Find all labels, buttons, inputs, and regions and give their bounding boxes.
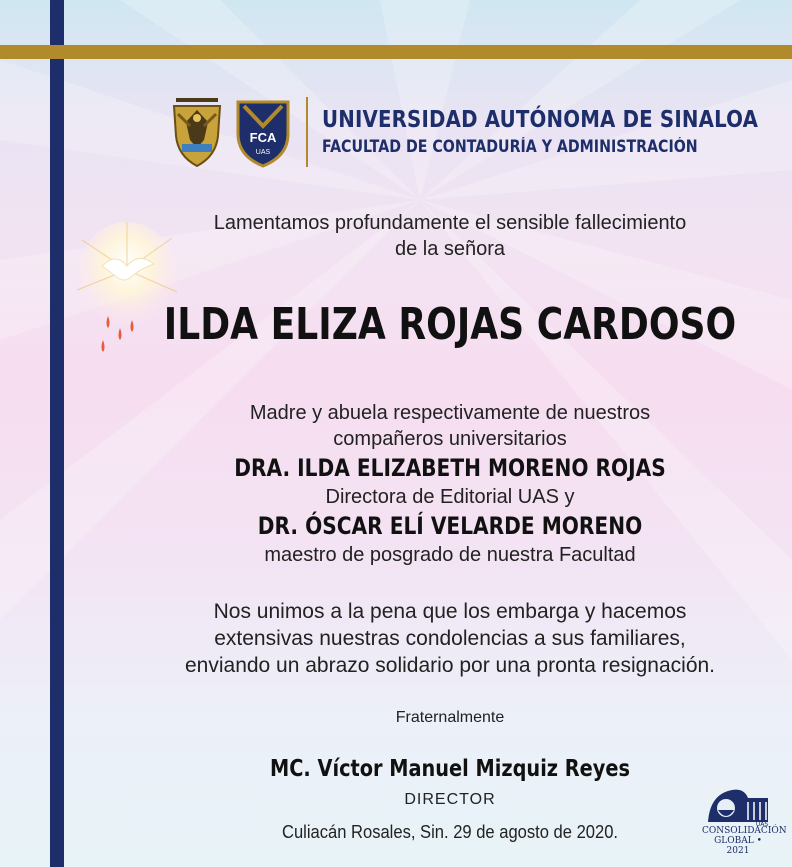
relation-block xyxy=(100,400,792,568)
university-name: UNIVERSIDAD AUTÓNOMA DE SINALOA xyxy=(322,107,759,133)
horizontal-gold-bar xyxy=(0,45,792,59)
vertical-navy-bar xyxy=(50,0,64,867)
intro-text xyxy=(100,210,792,262)
badge-line-1: CONSOLIDACIÓN xyxy=(702,826,787,836)
faculty-name: FACULTAD DE CONTADURÍA Y ADMINISTRACIÓN xyxy=(322,137,698,156)
deceased-name: ILDA ELIZA ROJAS CARDOSO xyxy=(163,299,737,350)
signer-title: DIRECTOR xyxy=(404,791,496,808)
person-2-name: DR. ÓSCAR ELÍ VELARDE MORENO xyxy=(257,512,643,540)
header-divider xyxy=(306,97,308,167)
uas-crest-logo xyxy=(168,96,226,168)
condolence-line-2: extensivas nuestras condolencias a sus familiares, xyxy=(214,627,686,650)
person-1-role: Directora de Editorial UAS y xyxy=(325,486,575,508)
fca-logo-sub: UAS xyxy=(255,149,271,156)
intro-line-2: de la señora xyxy=(394,238,506,260)
badge-line-2: GLOBAL • 2021 xyxy=(714,836,762,856)
condolence-line-3: enviando un abrazo solidario por una pronta resignación. xyxy=(184,654,716,677)
condolence-line-1: Nos unimos a la pena que los embarga y hacemos xyxy=(213,600,687,623)
place-date: Culiacán Rosales, Sin. 29 de agosto de 2020. xyxy=(281,822,619,842)
institution-title-block xyxy=(322,106,792,158)
badge-tag: UAS xyxy=(755,821,769,828)
signer-name: MC. Víctor Manuel Mizquiz Reyes xyxy=(270,756,630,782)
fca-logo-text: FCA xyxy=(249,130,277,145)
person-2-role: maestro de posgrado de nuestra Facultad xyxy=(264,544,636,566)
condolence-block xyxy=(100,598,792,679)
closing: Fraternalmente xyxy=(395,709,505,726)
consolidacion-text xyxy=(702,826,787,856)
fca-shield-logo xyxy=(234,96,292,168)
intro-line-1: Lamentamos profundamente el sensible fallecimiento xyxy=(213,212,687,234)
person-1-name: DRA. ILDA ELIZABETH MORENO ROJAS xyxy=(234,454,666,482)
header xyxy=(168,94,792,170)
relation-line-2: compañeros universitarios xyxy=(333,428,567,450)
relation-line-1: Madre y abuela respectivamente de nuestros xyxy=(249,402,651,424)
